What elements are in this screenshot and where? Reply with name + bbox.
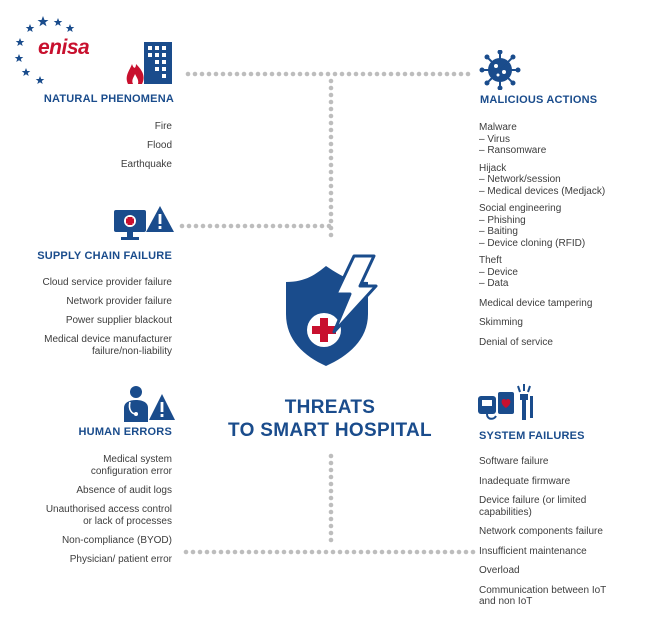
list-item: Network components failure [479, 526, 603, 537]
human-errors-heading: HUMAN ERRORS [78, 426, 172, 438]
list-subitem: – Medical devices (Medjack) [479, 185, 606, 197]
list-item: Medical system [103, 454, 172, 465]
list-item: Non-compliance (BYOD) [61, 535, 172, 546]
list-subitem: – Phishing [479, 214, 526, 226]
list-item: Network provider failure [66, 296, 172, 307]
human-errors-list [0, 454, 172, 573]
list-subitem: – Data [479, 278, 509, 289]
list-subitem: – Device cloning (RFID) [479, 237, 586, 249]
system-failures-heading: SYSTEM FAILURES [479, 430, 585, 442]
enisa-logo [8, 6, 98, 86]
list-item: configuration error [90, 466, 172, 477]
virus-icon [478, 50, 524, 90]
list-subitem: – Ransomware [479, 145, 547, 156]
list-group [479, 203, 644, 249]
list-item: Unauthorised access control [45, 504, 172, 515]
list-item: Absence of audit logs [76, 485, 172, 496]
list-item: Theft [479, 255, 502, 266]
system-failures-list [479, 456, 644, 608]
list-item: Communication between IoT [479, 584, 607, 596]
list-item: Cloud service provider failure [42, 277, 172, 288]
list-item: Denial of service [479, 336, 553, 348]
malicious-actions-list [479, 122, 644, 348]
list-item: Inadequate firmware [479, 475, 571, 487]
list-item: failure/non-liability [91, 346, 172, 357]
doctor-warning-icon [120, 384, 176, 424]
list-item: Hijack [479, 162, 507, 174]
list-group [479, 163, 644, 198]
center-title-line2: TO SMART HOSPITAL [228, 420, 432, 441]
list-item: Fire [154, 121, 172, 132]
enisa-wordmark: enisa [38, 36, 90, 59]
center-title [205, 396, 455, 442]
malicious-actions-heading: MALICIOUS ACTIONS [480, 94, 598, 106]
list-item: capabilities) [479, 506, 532, 518]
list-item: Overload [479, 565, 520, 576]
monitor-warning-icon [110, 202, 176, 242]
list-item: Medical device tampering [479, 297, 593, 309]
fire-building-icon [124, 40, 180, 86]
list-item: Device failure (or limited [479, 495, 587, 506]
list-item: Software failure [479, 456, 549, 467]
supply-chain-list [0, 277, 172, 365]
natural-phenomena-heading: NATURAL PHENOMENA [43, 93, 174, 105]
list-item: Insufficient maintenance [479, 545, 587, 557]
list-item: Medical device manufacturer [44, 334, 172, 345]
list-item: or lack of processes [83, 516, 172, 527]
list-item: Earthquake [120, 159, 172, 170]
list-item: Physician/ patient error [69, 554, 172, 565]
list-subitem: – Network/session [479, 174, 561, 185]
shield-lightning-icon [276, 252, 388, 372]
list-item: and non IoT [479, 596, 533, 607]
list-subitem: – Baiting [479, 226, 518, 237]
list-item: Malware [479, 122, 517, 133]
list-item: Social engineering [479, 203, 562, 214]
supply-chain-heading: SUPPLY CHAIN FAILURE [37, 250, 172, 262]
list-group [479, 122, 644, 157]
list-group [479, 255, 644, 290]
center-title-line1: THREATS [284, 397, 376, 418]
medical-devices-icon [474, 382, 544, 424]
natural-phenomena-list [0, 121, 172, 178]
list-subitem: – Device [479, 266, 518, 278]
list-item: Flood [146, 140, 172, 151]
list-item: Skimming [479, 317, 523, 328]
list-item: Power supplier blackout [65, 315, 172, 326]
list-subitem: – Virus [479, 133, 510, 145]
